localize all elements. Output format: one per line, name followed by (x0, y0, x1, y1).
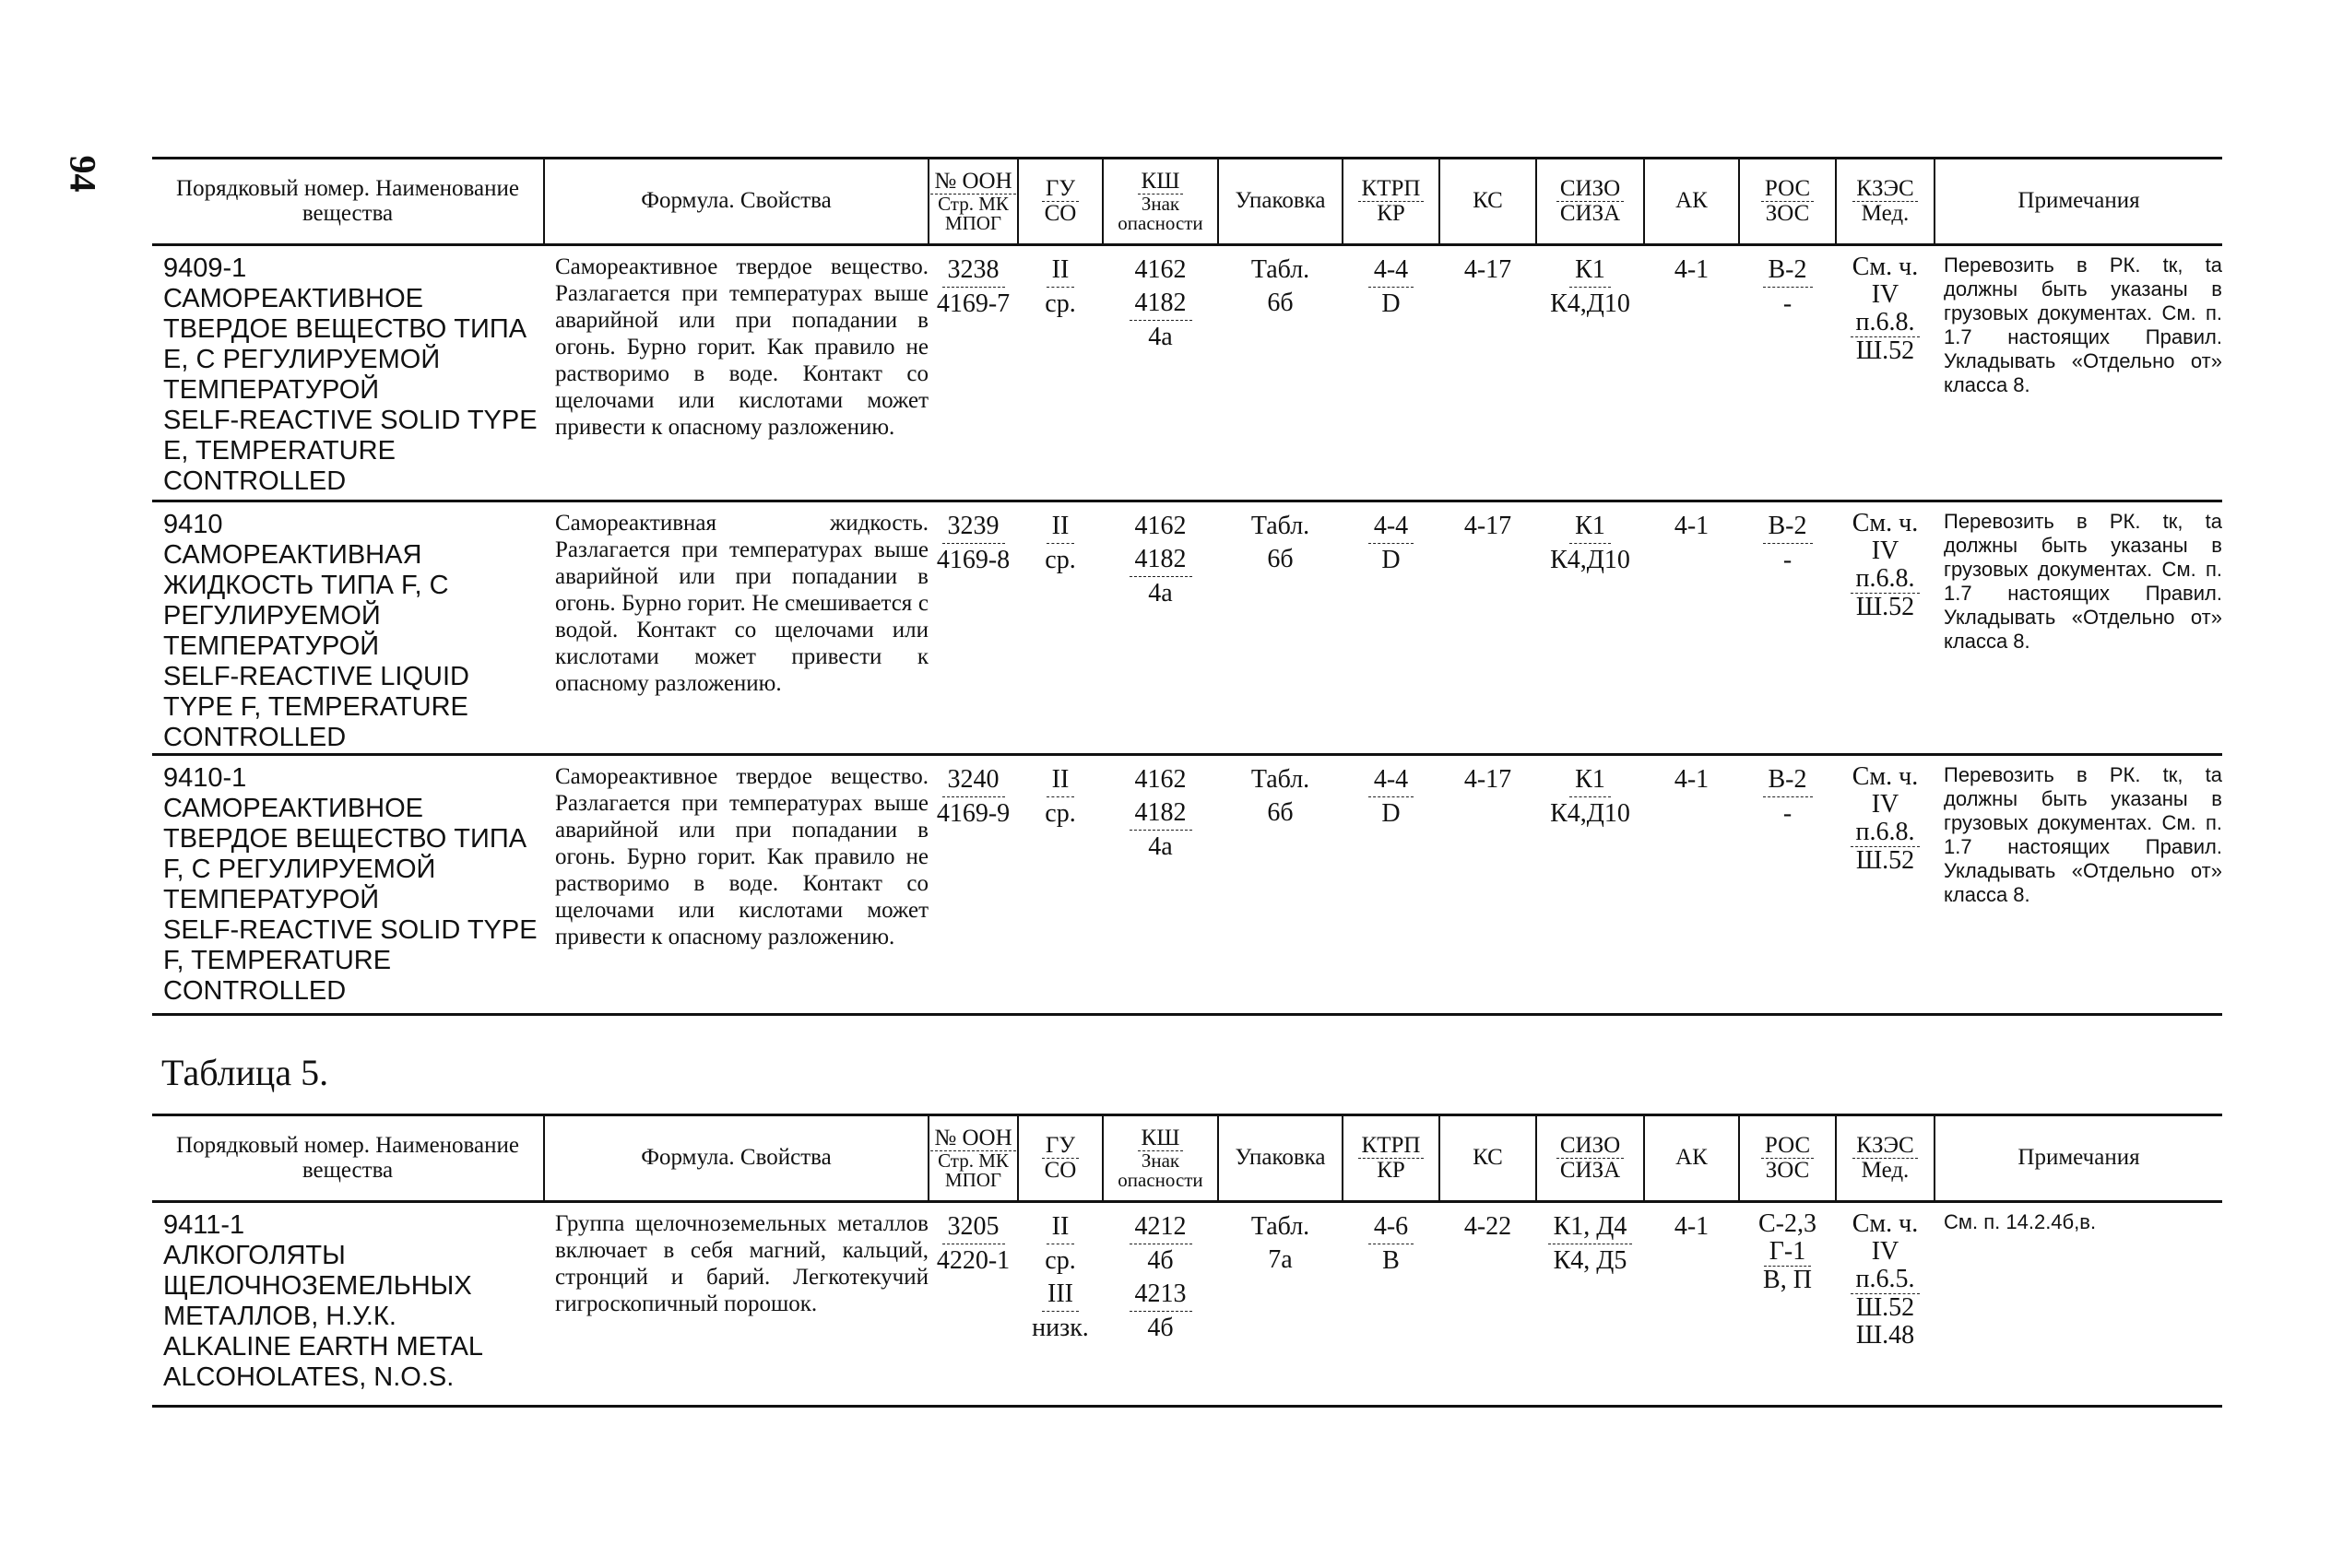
ksh-cell: 4162 4182 4а (1103, 755, 1218, 1015)
gu-cell: II ср. III низк. (1032, 1212, 1089, 1342)
substance-name-en: ALKALINE EARTH METAL ALCOHOLATES, N.O.S. (163, 1332, 482, 1392)
substance-name-ru: САМОРЕАКТИВНАЯ ЖИДКОСТЬ ТИПА F, С РЕГУЛИРУЕМОЙ ТЕМПЕРАТУРОЙ (163, 540, 449, 661)
sizo-cell: К1 К4,Д10 (1550, 765, 1630, 828)
table-row (152, 755, 2222, 1015)
notes-cell: Перевозить в РК. tк, tа должны быть указаны в грузовых документах. См. п. 1.7 настоящих Правил. Укладывать «Отдельно от» класса 8. (1944, 253, 2222, 396)
col-kzes-header: КЗЭС Мед. (1836, 159, 1935, 245)
col-un-header: № ООН Стр. МК МПОГ (929, 159, 1018, 245)
gu-cell: II ср. (1045, 765, 1076, 828)
ros-cell: В-2 - (1739, 245, 1836, 501)
col-ks-header: КС (1439, 159, 1536, 245)
ak-cell: 4-1 (1674, 765, 1710, 794)
col-sizo-header: СИЗО СИЗА (1536, 159, 1644, 245)
ak-cell: 4-1 (1674, 512, 1710, 540)
ros-cell: В-2 - (1739, 501, 1836, 755)
col-pack-header: Упаковка (1218, 159, 1343, 245)
packaging-cell: Табл. 7а (1250, 1212, 1310, 1274)
col-pack-header: Упаковка (1218, 1115, 1343, 1202)
un-number-cell: 3239 4169-8 (936, 512, 1011, 574)
col-ksh-header: КШ Знак опасности (1103, 159, 1218, 245)
substance-name-cell (152, 245, 544, 501)
properties-cell: Группа щелочноземельных металлов включает в себя магний, кальций, стронций и барий. Легкотекучий гигроскопичный порошок. (555, 1211, 929, 1316)
substance-name-cell (152, 755, 544, 1015)
col-props-header: Формула. Свойства (544, 159, 929, 245)
ks-cell: 4-22 (1463, 1212, 1512, 1241)
ks-cell: 4-17 (1463, 765, 1512, 794)
ktrp-cell: 4-4 D (1343, 245, 1439, 501)
ks-cell: 4-17 (1463, 255, 1512, 284)
kzes-cell: См. ч. IV п.6.8. Ш.52 (1836, 755, 1935, 1015)
col-name-header: Порядковый номер. Наименование вещества (176, 176, 519, 226)
col-ktrp-header: КТРП КР (1343, 1115, 1439, 1202)
packaging-cell: Табл. 6б (1250, 255, 1310, 317)
ros-cell: С-2,3 Г-1 В, П (1758, 1209, 1816, 1294)
properties-cell: Самореактивное твердое вещество. Разлагается при температурах выше аварийной или при попадании в огонь. Бурно горит. Как правило не растворимо в воде. Контакт со щелочами или кислотами может привести к опасному разложению. (555, 764, 929, 949)
substance-name-ru: САМОРЕАКТИВНОЕ ТВЕРДОЕ ВЕЩЕСТВО ТИПА Е, С РЕГУЛИРУЕМОЙ ТЕМПЕРАТУРОЙ (163, 284, 527, 405)
ros-cell: В-2 - (1739, 755, 1836, 1015)
gu-cell: II ср. (1045, 512, 1076, 574)
col-notes-header: Примечания (1935, 159, 2222, 245)
un-number-cell: 3240 4169-9 (936, 765, 1011, 828)
ktrp-cell: 4-4 D (1343, 755, 1439, 1015)
col-ros-header: РОС ЗОС (1739, 159, 1836, 245)
col-gu-header: ГУ СО (1018, 1115, 1103, 1202)
table-row (152, 1202, 2222, 1407)
table-header (152, 1115, 2222, 1202)
notes-cell: См. п. 14.2.4б,в. (1944, 1210, 2097, 1233)
sizo-cell: К1 К4,Д10 (1550, 255, 1630, 318)
substance-name-cell (152, 501, 544, 755)
table-row (152, 501, 2222, 755)
substance-name-en: SELF-REACTIVE LIQUID TYPE F, TEMPERATURE CONTROLLED (163, 662, 469, 752)
col-ak-header: АК (1644, 159, 1739, 245)
substance-name-cell (152, 1202, 544, 1407)
table-header (152, 159, 2222, 245)
col-props-header: Формула. Свойства (544, 1115, 929, 1202)
col-kzes-header: КЗЭС Мед. (1836, 1115, 1935, 1202)
ak-cell: 4-1 (1674, 255, 1710, 284)
substance-id: 9411-1 (163, 1210, 245, 1240)
notes-cell: Перевозить в РК. tк, tа должны быть указаны в грузовых документах. См. п. 1.7 настоящих Правил. Укладывать «Отдельно от» класса 8. (1944, 763, 2222, 906)
substance-name-ru: САМОРЕАКТИВНОЕ ТВЕРДОЕ ВЕЩЕСТВО ТИПА F, С РЕГУЛИРУЕМОЙ ТЕМПЕРАТУРОЙ (163, 794, 527, 914)
sizo-cell: К1 К4,Д10 (1550, 512, 1630, 574)
col-ros-header: РОС ЗОС (1739, 1115, 1836, 1202)
col-notes-header: Примечания (1935, 1115, 2222, 1202)
col-ksh-header: КШ Знак опасности (1103, 1115, 1218, 1202)
properties-cell: Самореактивная жидкость. Разлагается при температурах выше аварийной или при попадании в огонь. Бурно горит. Не смешивается с водой. Контакт со щелочами или кислотами может привести к опасному разложению. (555, 511, 929, 696)
substance-id: 9409-1 (163, 253, 247, 283)
substance-name-en: SELF-REACTIVE SOLID TYPE E, TEMPERATURE CONTROLLED (163, 406, 538, 496)
substance-id: 9410-1 (163, 763, 247, 793)
col-sizo-header: СИЗО СИЗА (1536, 1115, 1644, 1202)
col-ak-header: АК (1644, 1115, 1739, 1202)
table-5 (152, 1114, 2222, 1408)
packaging-cell: Табл. 6б (1250, 512, 1310, 573)
notes-cell: Перевозить в РК. tк, tа должны быть указаны в грузовых документах. См. п. 1.7 настоящих Правил. Укладывать «Отдельно от» класса 8. (1944, 510, 2222, 653)
substance-id: 9410 (163, 510, 223, 539)
col-ks-header: КС (1439, 1115, 1536, 1202)
substance-name-en: SELF-REACTIVE SOLID TYPE F, TEMPERATURE CONTROLLED (163, 915, 538, 1006)
kzes-cell: См. ч. IV п.6.5. Ш.52 Ш.48 (1836, 1202, 1935, 1407)
kzes-cell: См. ч. IV п.6.8. Ш.52 (1836, 501, 1935, 755)
gu-cell: II ср. (1045, 255, 1076, 318)
ksh-cell: 4162 4182 4а (1103, 245, 1218, 501)
table-row (152, 245, 2222, 501)
kzes-cell: См. ч. IV п.6.8. Ш.52 (1836, 245, 1935, 501)
un-number-cell: 3205 4220-1 (936, 1212, 1011, 1275)
un-number-cell: 3238 4169-7 (936, 255, 1011, 318)
packaging-cell: Табл. 6б (1250, 765, 1310, 827)
col-name-header: Порядковый номер. Наименование вещества (176, 1133, 519, 1183)
ak-cell: 4-1 (1674, 1212, 1710, 1241)
page-number: 94 (62, 155, 104, 193)
substance-name-ru: АЛКОГОЛЯТЫ ЩЕЛОЧНОЗЕМЕЛЬНЫХ МЕТАЛЛОВ, Н.У.К. (163, 1241, 472, 1331)
col-gu-header: ГУ СО (1018, 159, 1103, 245)
col-un-header: № ООН Стр. МК МПОГ (929, 1115, 1018, 1202)
ks-cell: 4-17 (1463, 512, 1512, 540)
ktrp-cell: 4-4 D (1343, 501, 1439, 755)
col-ktrp-header: КТРП КР (1343, 159, 1439, 245)
sizo-cell: К1, Д4 К4, Д5 (1536, 1202, 1644, 1407)
ksh-cell: 4212 4б 4213 4б (1103, 1202, 1218, 1407)
substances-table (152, 157, 2222, 1016)
table5-caption: Таблица 5. (161, 1052, 329, 1093)
ktrp-cell: 4-6 В (1343, 1202, 1439, 1407)
properties-cell: Самореактивное твердое вещество. Разлагается при температурах выше аварийной или при попадании в огонь. Бурно горит. Как правило не растворимо в воде. Контакт со щелочами или кислотами может привести к опасному разложению. (555, 254, 929, 440)
ksh-cell: 4162 4182 4а (1103, 501, 1218, 755)
